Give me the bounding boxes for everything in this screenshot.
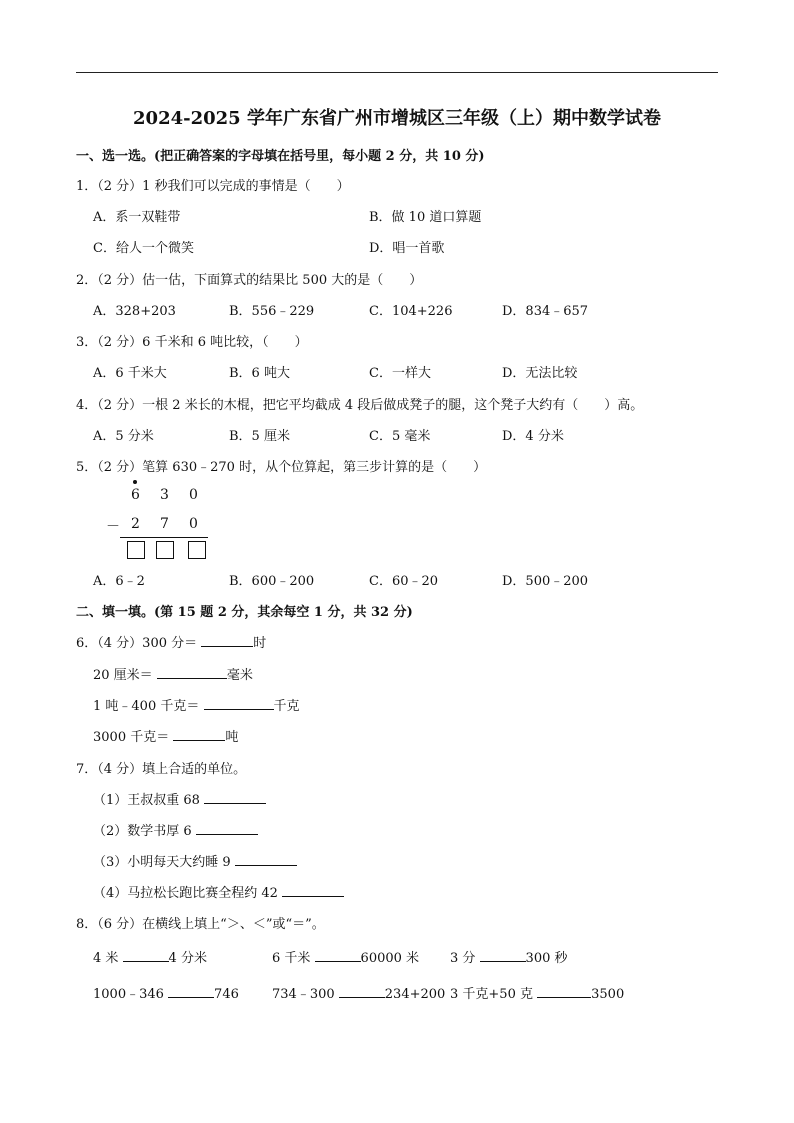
q8-blank-3[interactable] [480,949,526,962]
q6-line3-text: 1 吨﹣400 千克＝ [93,699,200,714]
q2-option-d: D．834﹣657 [502,304,589,319]
q7-item-3-text: （3）小明每天大约睡 9 [93,855,231,870]
q3-option-d: D．无法比较 [502,366,578,381]
q8-compare-6 [450,983,624,1002]
question-4: 4．（2 分）一根 2 米长的木棍，把它平均截成 4 段后做成凳子的腿，这个凳子大约有（ ）高。 [76,398,644,413]
q3-option-a: A．6 千米大 [93,366,167,381]
q8-blank-5[interactable] [339,985,385,998]
q7-item-2-text: （2）数学书厚 6 [93,824,192,839]
q6-line2-text: 20 厘米＝ [93,668,153,683]
q8-c5-left: 734﹣300 [272,987,335,1002]
question-3: 3．（2 分）6 千米和 6 吨比较，（ ） [76,335,308,350]
q8-compare-4 [93,983,239,1002]
q6-line4-text: 3000 千克＝ [93,730,170,745]
q6-unit-3: 千克 [273,699,300,714]
q7-blank-1[interactable] [204,791,266,804]
q8-c6-left: 3 千克+50 克 [450,987,533,1002]
q8-compare-5 [272,983,445,1002]
question-6 [76,632,266,651]
answer-box-tens [156,541,174,559]
digit-0: 0 [189,487,198,503]
q2-option-a: A．328+203 [93,304,176,319]
q1-option-c: C．给人一个微笑 [93,241,194,256]
q2-option-c: C．104+226 [369,304,453,319]
q8-c3-right: 300 秒 [525,951,568,966]
q4-option-a: A．5 分米 [93,429,154,444]
q7-blank-2[interactable] [196,822,258,835]
q8-blank-6[interactable] [537,985,591,998]
q5-option-a: A．6﹣2 [93,574,145,589]
q8-blank-2[interactable] [315,949,361,962]
q5-option-d: D．500﹣200 [502,574,589,589]
q1-option-d: D．唱一首歌 [369,241,445,256]
q7-item-3 [93,851,297,870]
q6-unit-1: 时 [253,636,267,651]
q4-option-c: C．5 毫米 [369,429,431,444]
q4-option-d: D．4 分米 [502,429,564,444]
q8-c5-right: 234+200 [384,987,446,1002]
q6-unit-4: 吨 [225,730,239,745]
q8-c6-right: 3500 [591,987,625,1002]
q8-blank-4[interactable] [168,985,214,998]
q8-c2-left: 6 千米 [272,951,311,966]
q8-compare-2 [272,947,419,966]
answer-box-hundreds [127,541,145,559]
q6-line-2 [93,664,253,683]
q8-c1-left: 4 米 [93,951,119,966]
q7-item-4-text: （4）马拉松长跑比赛全程约 42 [93,886,278,901]
q2-option-b: B．556﹣229 [229,304,315,319]
question-1: 1．（2 分）1 秒我们可以完成的事情是（ ） [76,179,350,194]
q7-item-1-text: （1）王叔叔重 68 [93,793,200,808]
q6-line1: 6．（4 分）300 分＝ [76,636,198,651]
page-title: 2024-2025 学年广东省广州市增城区三年级（上）期中数学试卷 [133,108,661,129]
q1-option-b: B．做 10 道口算题 [369,210,482,225]
q3-option-b: B．6 吨大 [229,366,290,381]
subtraction-line [120,537,208,538]
digit-2: 2 [131,516,140,532]
question-5: 5．（2 分）笔算 630﹣270 时，从个位算起，第三步计算的是（ ） [76,460,487,475]
q8-compare-1 [93,947,207,966]
q7-blank-3[interactable] [235,853,297,866]
q8-c2-right: 60000 米 [360,951,420,966]
digit-7: 7 [160,516,169,532]
q8-compare-3 [450,947,568,966]
q8-c3-left: 3 分 [450,951,476,966]
q5-option-c: C．60﹣20 [369,574,439,589]
question-8: 8．（6 分）在横线上填上“＞、＜”或“＝”。 [76,917,325,932]
q8-c1-right: 4 分米 [168,951,207,966]
q1-option-a: A．系一双鞋带 [93,210,181,225]
q6-line-4 [93,726,238,745]
q5-option-b: B．600﹣200 [229,574,315,589]
q8-blank-1[interactable] [123,949,169,962]
section-2-heading: 二、填一填。(第 15 题 2 分，其余每空 1 分，共 32 分) [76,605,413,620]
q6-blank-4[interactable] [173,728,225,741]
digit-3: 3 [160,487,169,503]
q4-option-b: B．5 厘米 [229,429,290,444]
q8-c4-left: 1000﹣346 [93,987,164,1002]
digit-6: 6 [131,487,140,503]
minus-sign: － [106,519,120,535]
q6-blank-2[interactable] [157,666,227,679]
q8-c4-right: 746 [214,987,239,1002]
q6-blank-3[interactable] [204,697,274,710]
q7-blank-4[interactable] [282,884,344,897]
header-rule [76,72,718,73]
q6-line-3 [93,695,300,714]
section-1-heading: 一、选一选。(把正确答案的字母填在括号里，每小题 2 分，共 10 分) [76,149,485,164]
question-2: 2．（2 分）估一估，下面算式的结果比 500 大的是（ ） [76,273,423,288]
digit-0b: 0 [189,516,198,532]
q7-item-2 [93,820,258,839]
q6-blank-1[interactable] [201,634,253,647]
q6-unit-2: 毫米 [226,668,253,683]
borrow-dot [133,480,137,484]
q3-option-c: C．一样大 [369,366,431,381]
q7-item-4 [93,882,344,901]
question-7: 7．（4 分）填上合适的单位。 [76,762,247,777]
q7-item-1 [93,789,266,808]
answer-box-ones [188,541,206,559]
